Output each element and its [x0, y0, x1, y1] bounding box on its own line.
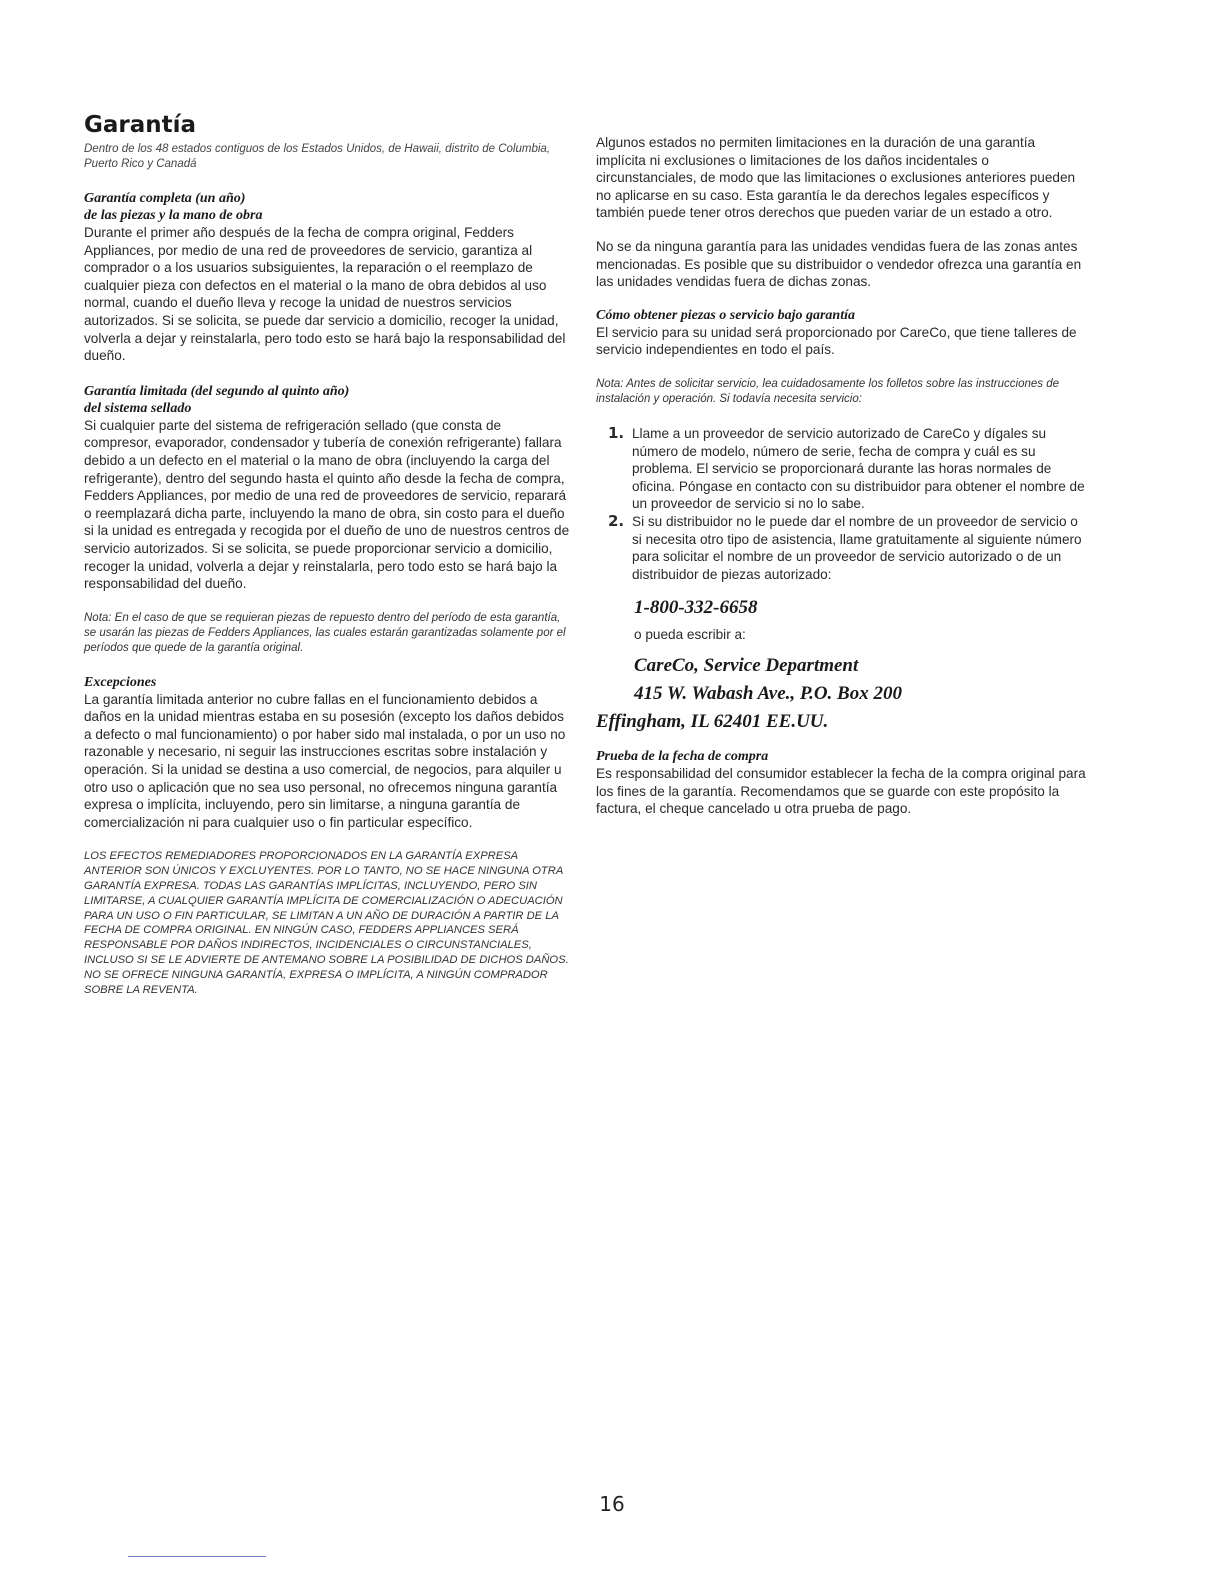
service-section — [596, 307, 1088, 359]
full-warranty-body: Durante el primer año después de la fecha de compra original, Fedders Appliances, por medio de una red de proveedores de servicio, garantiza al comprador o a los usuarios subsiguientes, la reparación o el reemplazo de cualquier pieza con defectos en el material o la mano de obra debidos al uso normal, cuando el dueño lleva y recoge la unidad de nuestros servicios autorizados. Si se solicita, se puede dar servicio a domicilio, recoger la unidad, volverla a dejar y reinstalarla, pero todo esto se hará bajo la responsabilidad del dueño. — [84, 225, 566, 364]
address-line-1: CareCo, Service Department — [634, 655, 859, 677]
full-warranty-section — [84, 190, 570, 365]
exceptions-title: Excepciones — [84, 674, 157, 690]
step-number: 1. — [608, 423, 625, 442]
limited-warranty-body: Si cualquier parte del sistema de refrigeración sellado (que consta de compresor, evaporador, condensador y tubería de conexión refrigerante) fallara debido a un defecto en el material o la mano de obra (incluyendo la carga del refrigerante), dentro del segundo hasta el quinto año desde la fecha de compra, Fedders Appliances, por medio de una red de proveedores de servicio, reparará o reemplazará dicha parte, incluyendo la mano de obra, sin costo para el dueño si la unidad es entregada y recogida por el dueño de uno de nuestros centros de servicio autorizados. Si se solicita, se puede proporcionar servicio a domicilio, recoger la unidad, volverla a dejar y reinstalarla, pero todo esto se hará bajo la responsabilidad del dueño. — [84, 417, 570, 592]
page-title: Garantía — [84, 112, 197, 138]
list-item — [596, 513, 1088, 583]
left-column — [84, 112, 570, 997]
limited-warranty-subtitle: del sistema sellado — [84, 400, 192, 416]
service-body: El servicio para su unidad será proporcionado por CareCo, que tiene talleres de servicio independientes en todo el país. — [596, 324, 1077, 358]
page-number: 16 — [599, 1492, 625, 1516]
exceptions-section — [84, 674, 570, 832]
service-title: Cómo obtener piezas o servicio bajo garantía — [596, 307, 855, 323]
step-number: 2. — [608, 511, 625, 530]
step-text: Llame a un proveedor de servicio autorizado de CareCo y dígales su número de modelo, número de serie, fecha de compra y cuál es su problema. El servicio se proporcionará durante las horas normales de oficina. Póngase en contacto con su distribuidor para obtener el nombre de un proveedor de servicio si no lo sabe. — [632, 425, 1085, 512]
outside-zones-paragraph: No se da ninguna garantía para las unidades vendidas fuera de las zonas antes mencionadas. Es posible que su distribuidor o vendedor ofrezca una garantía en las unidades vendidas fuera de dichas zonas. — [596, 238, 1082, 290]
address-line-2: 415 W. Wabash Ave., P.O. Box 200 — [634, 683, 902, 705]
list-item — [596, 425, 1088, 513]
step-text: Si su distribuidor no le puede dar el nombre de un proveedor de servicio o si necesita otro tipo de asistencia, llame gratuitamente al siguiente número para solicitar el nombre de un proveedor de servicio autorizado o de un distribuidor de piezas autorizado: — [632, 513, 1082, 582]
divider — [128, 1556, 266, 1557]
proof-section — [596, 748, 1088, 818]
right-column — [596, 134, 1088, 834]
limited-warranty-section — [84, 383, 570, 593]
exceptions-body: La garantía limitada anterior no cubre fallas en el funcionamiento debidos a daños en la unidad mientras estaba en su posesión (excepto los daños debidos a defecto o mal funcionamiento) o por haber sido mal instalada, o por un uso no razonable y necesario, ni seguir las instrucciones escritas sobre instalación y operación. Si la unidad se destina a uso comercial, de negocios, para alquiler u otro uso o aplicación que no sea uso personal, no ofrecemos ninguna garantía expresa o implícita, incluyendo, pero sin limitarse, a ninguna garantía de comercialización ni para cualquier uso o fin particular específico. — [84, 691, 566, 830]
service-steps — [596, 425, 1088, 583]
proof-body: Es responsabilidad del consumidor establecer la fecha de la compra original para los fines de la garantía. Recomendamos que se guarde con este propósito la factura, el cheque cancelado u otra prueba de pago. — [596, 766, 1086, 817]
coverage-area: Dentro de los 48 estados contiguos de los Estados Unidos, de Hawaii, distrito de Columbia, Puerto Rico y Canadá — [84, 143, 551, 170]
service-address — [596, 652, 1088, 736]
write-prompt: o pueda escribir a: — [634, 627, 746, 643]
proof-title: Prueba de la fecha de compra — [596, 749, 769, 765]
disclaimer-text: LOS EFECTOS REMEDIADORES PROPORCIONADOS EN LA GARANTÍA EXPRESA ANTERIOR SON ÚNICOS Y EXCLUYENTES. POR LO TANTO, NO SE HACE NINGUNA OTRA GARANTÍA EXPRESA. TODAS LAS GARANTÍAS IMPLÍCITAS, INCLUYENDO, PERO SIN LIMITARSE, A CUALQUIER GARANTÍA IMPLÍCITA DE COMERCIALIZACIÓN O ADECUACIÓN PARA UN USO O FIN PARTICULAR, SE LIMITAN A UN AÑO DE DURACIÓN A PARTIR DE LA FECHA DE COMPRA ORIGINAL. EN NINGÚN CASO, FEDDERS APPLIANCES SERÁ RESPONSABLE POR DAÑOS INDIRECTOS, INCIDENCIALES O CIRCUNSTANCIALES, INCLUSO SI SE LE ADVIERTE DE ANTEMANO SOBRE LA POSIBILIDAD DE DICHOS DAÑOS. NO SE OFRECE NINGUNA GARANTÍA, EXPRESA O IMPLÍCITA, A NINGÚN COMPRADOR SOBRE LA REVENTA. — [84, 850, 569, 996]
full-warranty-title: Garantía completa (un año) — [84, 191, 246, 206]
service-note: Nota: Antes de solicitar servicio, lea cuidadosamente los folletos sobre las instrucciones de instalación y operación. Si todavía necesita servicio: — [596, 377, 1060, 405]
address-line-3: Effingham, IL 62401 EE.UU. — [596, 711, 829, 733]
limited-warranty-title: Garantía limitada (del segundo al quinto año) — [84, 383, 350, 399]
parts-note: Nota: En el caso de que se requieran piezas de repuesto dentro del período de esta garantía, se usarán las piezas de Fedders Appliances, las cuales estarán garantizadas solamente por el períodos que quede de la garantía original. — [84, 611, 566, 654]
state-rights-paragraph: Algunos estados no permiten limitaciones en la duración de una garantía implícita ni exclusiones o limitaciones de los daños incidentales o circunstanciales, de modo que las limitaciones o exclusiones anteriores pueden no aplicarse en su caso. Esta garantía le da derechos legales específicos y también puede tener otros derechos que pueden variar de un estado a otro. — [596, 135, 1076, 221]
phone-number: 1-800-332-6658 — [634, 597, 758, 619]
full-warranty-subtitle: de las piezas y la mano de obra — [84, 208, 263, 223]
